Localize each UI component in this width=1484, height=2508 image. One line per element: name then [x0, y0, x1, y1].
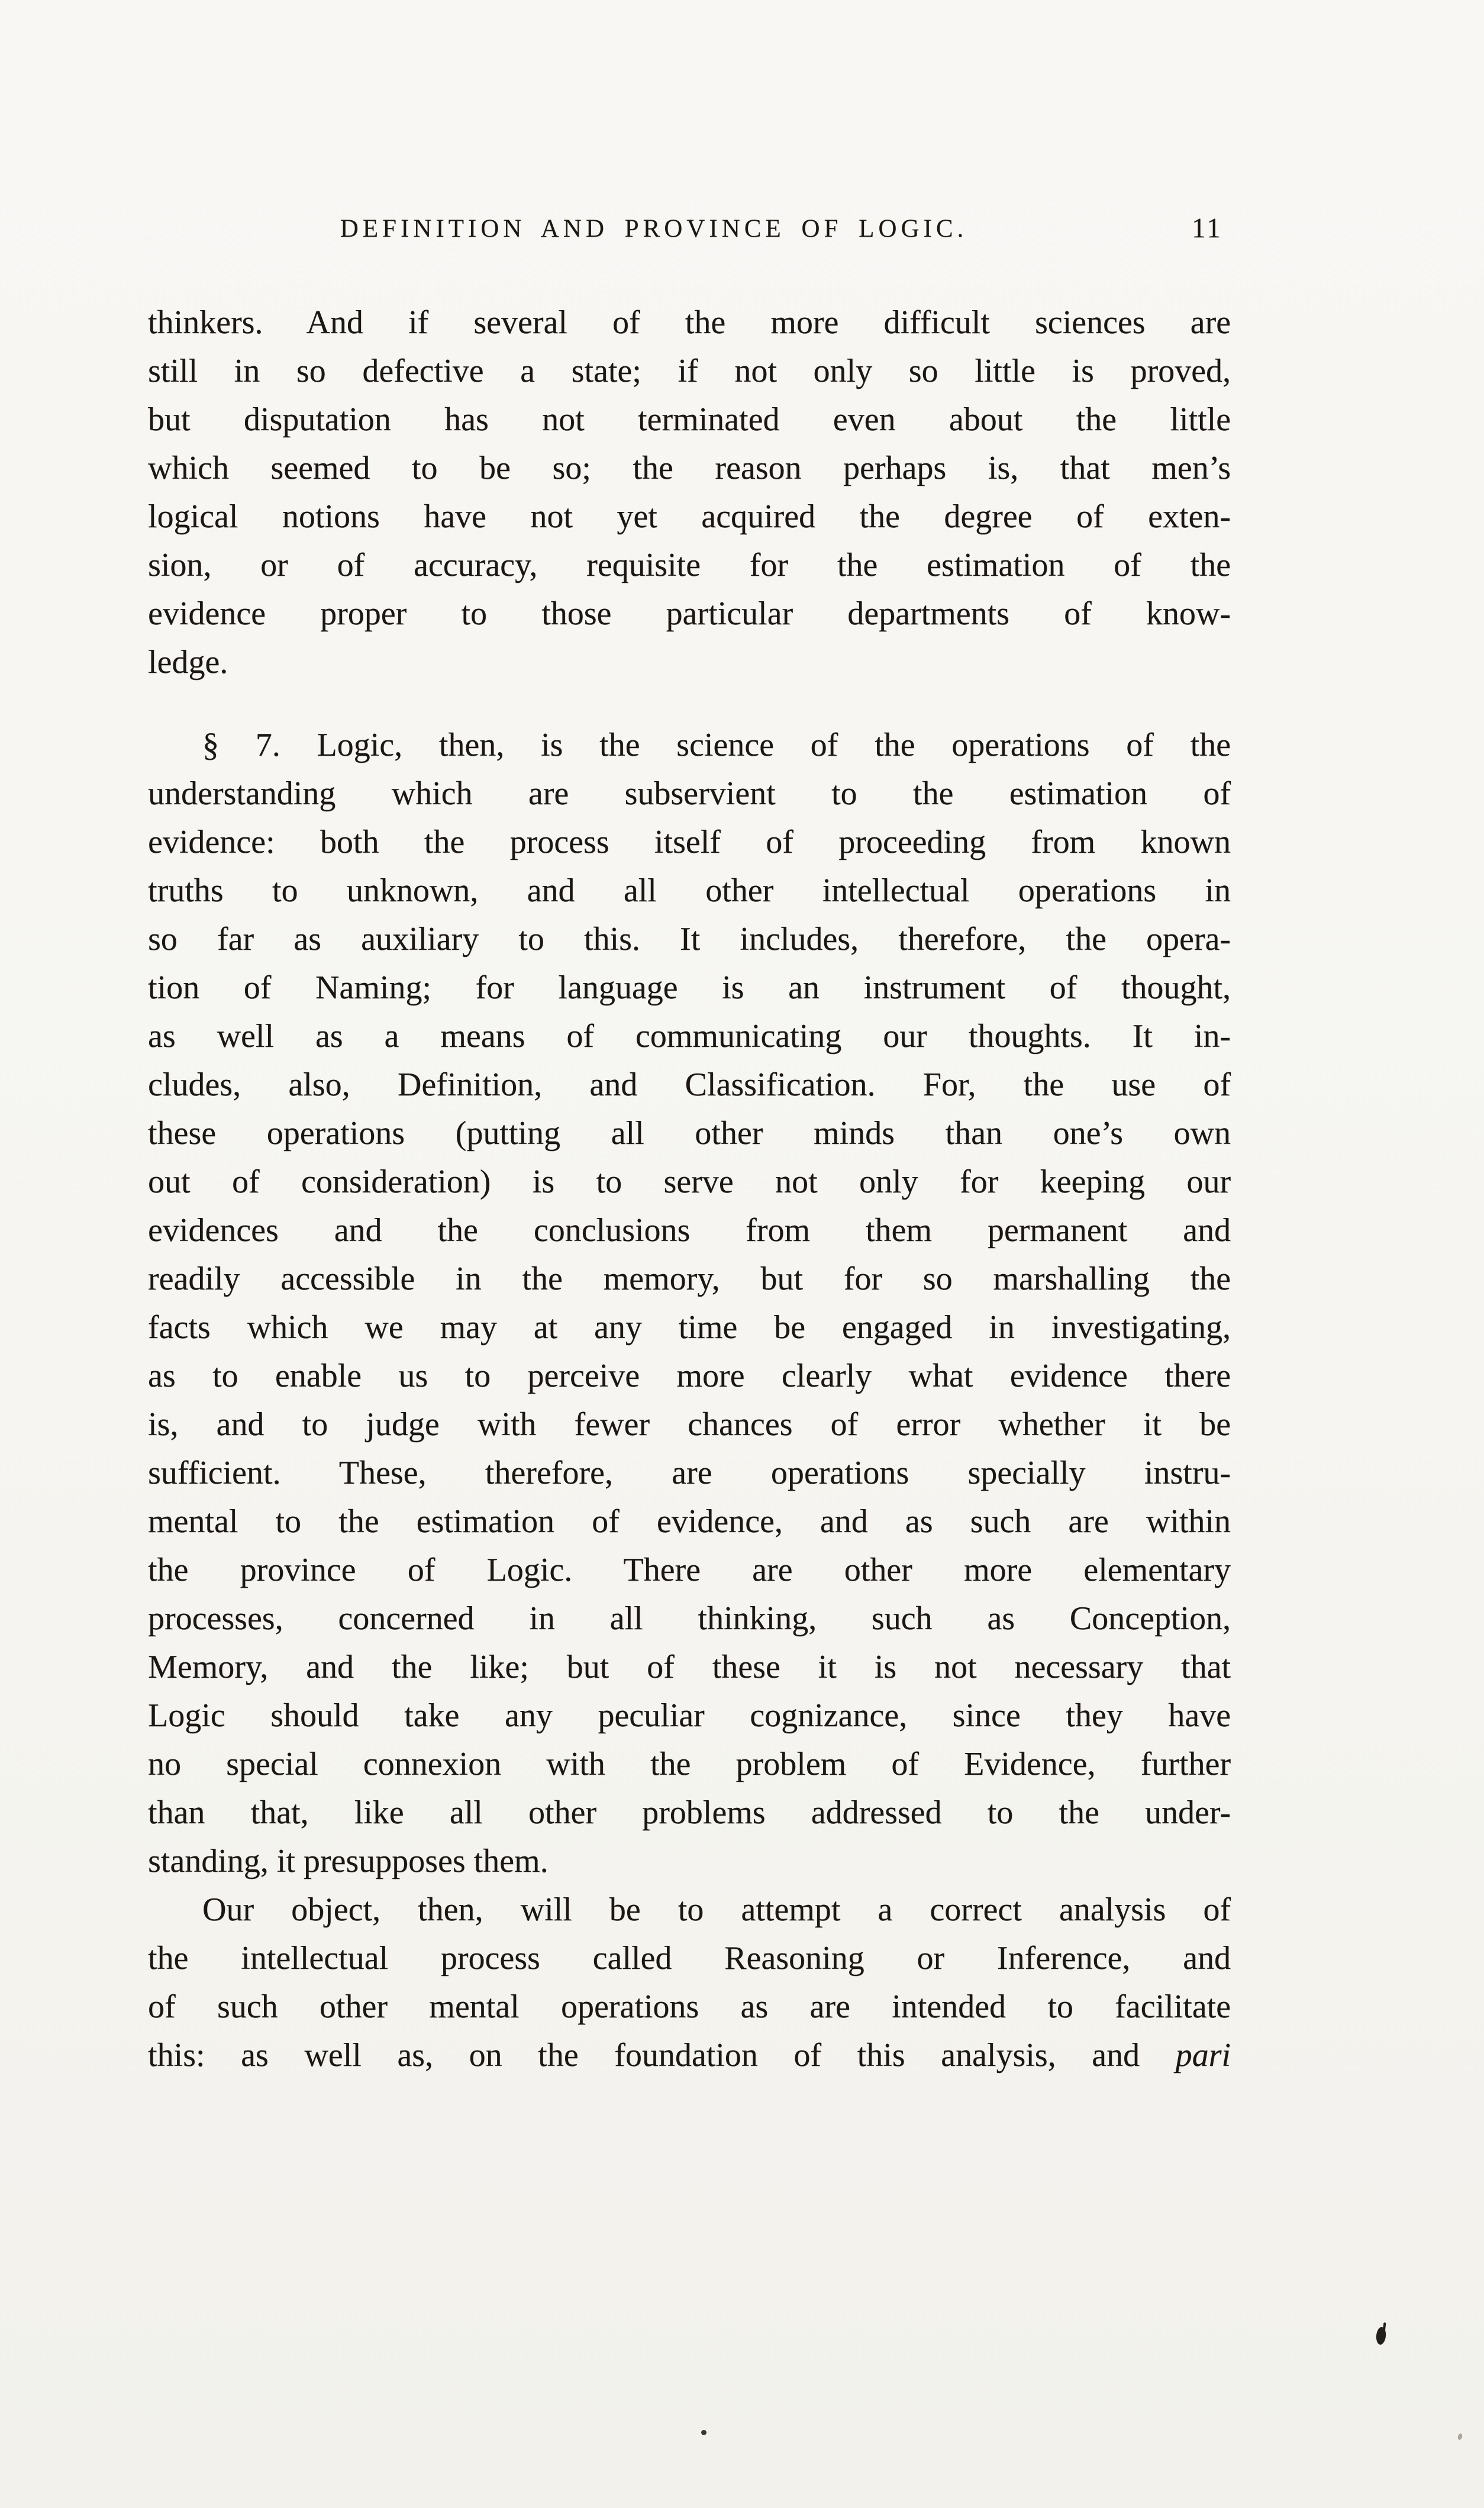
text-line: out of consideration) is to serve not only for keeping our — [148, 1163, 1231, 1200]
text-line: truths to unknown, and all other intellectual operations in — [148, 872, 1231, 909]
text-line: evidence: both the process itself of proceeding from known — [148, 824, 1231, 860]
text-line: Our object, then, will be to attempt a correct analysis of — [202, 1891, 1231, 1928]
ink-dot-mark — [701, 2430, 706, 2435]
text-line: which seemed to be so; the reason perhaps is, that men’s — [148, 450, 1231, 486]
text-line: tion of Naming; for language is an instrument of thought, — [148, 969, 1231, 1006]
text-line: sufficient. These, therefore, are operations specially instru- — [148, 1455, 1231, 1491]
text-line: evidence proper to those particular departments of know- — [148, 595, 1231, 632]
text-line: this: as well as, on the foundation of this analysis, and pari — [148, 2037, 1231, 2074]
page-body — [148, 298, 1231, 2080]
text-line: readily accessible in the memory, but for so marshalling the — [148, 1261, 1231, 1297]
text-line: sion, or of accuracy, requisite for the estimation of the — [148, 547, 1231, 584]
text-line: is, and to judge with fewer chances of error whether it be — [148, 1406, 1231, 1443]
text-line: but disputation has not terminated even about the little — [148, 401, 1231, 438]
text-line: § 7. Logic, then, is the science of the operations of the — [202, 727, 1231, 763]
text-line: still in so defective a state; if not only so little is proved, — [148, 353, 1231, 389]
paragraph — [148, 721, 1231, 1885]
text-line: as to enable us to perceive more clearly what evidence there — [148, 1358, 1231, 1394]
ink-speck-mark — [1457, 2433, 1463, 2441]
page-header — [148, 214, 1231, 250]
text-line: the intellectual process called Reasoning or Inference, and — [148, 1940, 1231, 1977]
paragraph — [148, 1885, 1231, 2080]
text-line: standing, it presupposes them. — [148, 1843, 549, 1880]
text-line: Memory, and the like; but of these it is not necessary that — [148, 1649, 1231, 1685]
text-line: as well as a means of communicating our thoughts. It in- — [148, 1018, 1231, 1055]
text-line: of such other mental operations as are intended to facilitate — [148, 1988, 1231, 2025]
text-line: cludes, also, Definition, and Classification. For, the use of — [148, 1066, 1231, 1103]
text-line: Logic should take any peculiar cognizance, since they have — [148, 1697, 1231, 1734]
text-line: thinkers. And if several of the more difficult sciences are — [148, 304, 1231, 341]
running-title: DEFINITION AND PROVINCE OF LOGIC. — [340, 215, 968, 243]
text-line: ledge. — [148, 644, 228, 681]
text-line: the province of Logic. There are other more elementary — [148, 1552, 1231, 1588]
text-line: so far as auxiliary to this. It includes, therefore, the opera- — [148, 921, 1231, 958]
text-line: processes, concerned in all thinking, such as Conception, — [148, 1600, 1231, 1637]
text-line: than that, like all other problems addressed to the under- — [148, 1794, 1231, 1831]
text-line: these operations (putting all other minds than one’s own — [148, 1115, 1231, 1152]
paragraph — [148, 298, 1231, 686]
text-line: understanding which are subservient to the estimation of — [148, 775, 1231, 812]
ink-blot-mark — [1375, 2326, 1386, 2345]
text-line: mental to the estimation of evidence, and as such are within — [148, 1503, 1231, 1540]
text-line: facts which we may at any time be engaged in investigating, — [148, 1309, 1231, 1346]
italic-text: pari — [1175, 2037, 1231, 2074]
text-line: no special connexion with the problem of Evidence, further — [148, 1746, 1231, 1782]
text-line: evidences and the conclusions from them permanent and — [148, 1212, 1231, 1249]
text-line: logical notions have not yet acquired the degree of exten- — [148, 498, 1231, 535]
page-number: 11 — [1191, 212, 1222, 244]
